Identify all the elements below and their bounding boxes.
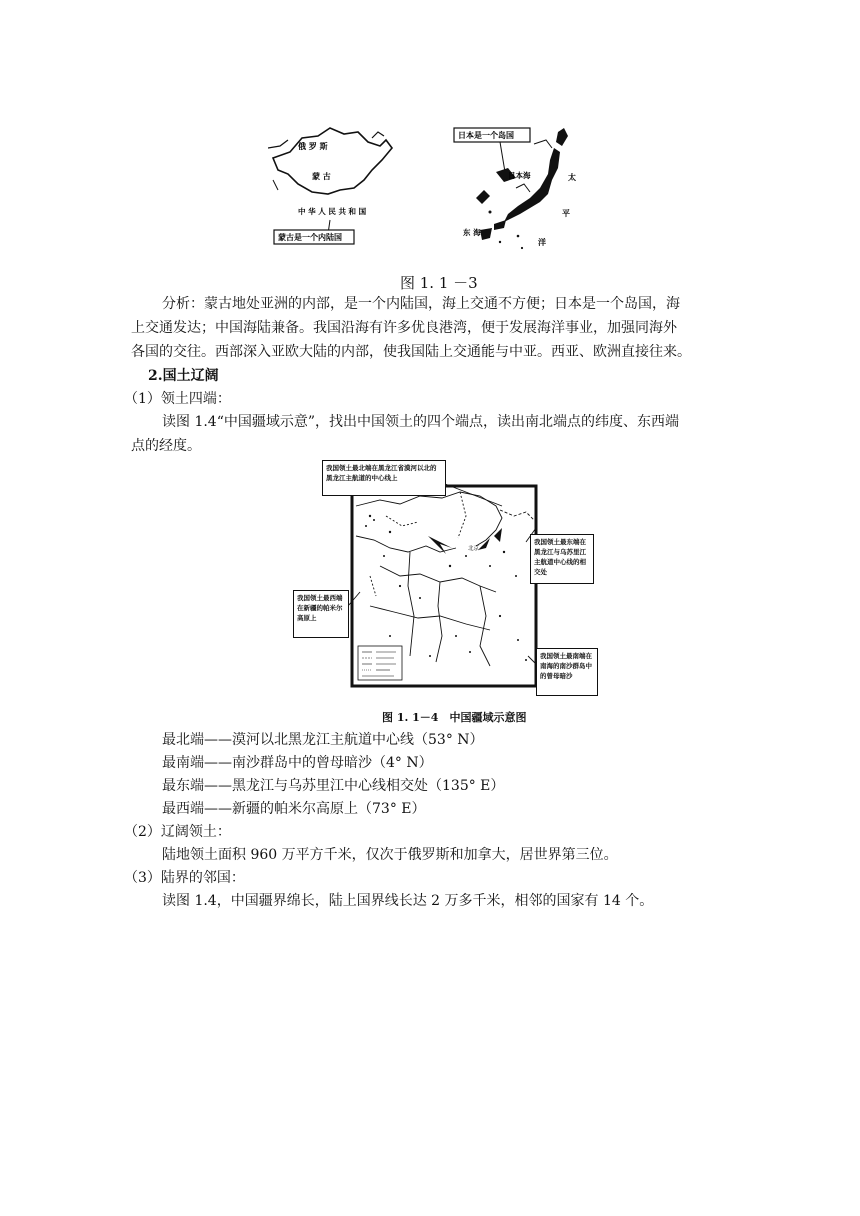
label-ping: 平 [562, 209, 570, 218]
analysis-line-2: 上交通发达；中国海陆兼备。我国沿海有许多优良港湾，便于发展海洋事业，加强同海外 [131, 320, 677, 336]
callout-west: 我国领土最西端在新疆的帕米尔高原上 [293, 590, 349, 638]
analysis-line-1: 分析：蒙古地处亚洲的内部，是一个内陆国，海上交通不方便；日本是一个岛国，海 [162, 296, 680, 312]
japan-callout: 日本是一个岛国 [458, 131, 514, 140]
extreme-west: 最西端——新疆的帕米尔高原上（73° E） [162, 801, 426, 817]
callout-south: 我国领土最南端在南海的南沙群岛中的曾母暗沙 [536, 648, 598, 696]
extreme-south: 最南端——南沙群岛中的曾母暗沙（4° N） [162, 755, 433, 771]
extreme-north: 最北端——漠河以北黑龙江主航道中心线（53° N） [162, 732, 484, 748]
figure-1-4-caption: 图 1. 1－4 中国疆域示意图 [382, 711, 527, 724]
label-east-sea: 东 海 [463, 228, 481, 237]
label-russia: 俄 罗 斯 [298, 142, 328, 151]
subsection-1-heading: （1）领土四端： [124, 391, 231, 407]
section-2-heading: 2.国土辽阔 [148, 368, 219, 384]
label-tai: 太 [568, 173, 576, 182]
subsection-3-text: 读图 1.4，中国疆界绵长，陆上国界线长达 2 万多千米，相邻的国家有 14 个。 [162, 893, 654, 909]
read-fig-line-2: 点的经度。 [131, 438, 201, 454]
label-beijing: 北京 [468, 546, 480, 552]
subsection-3-heading: （3）陆界的邻国： [124, 870, 245, 886]
read-fig-line-1: 读图 1.4“中国疆域示意”，找出中国领土的四个端点，读出南北端点的纬度、东西端 [162, 414, 680, 430]
label-china: 中 华 人 民 共 和 国 [298, 207, 367, 216]
callout-north: 我国领土最北端在黑龙江省漠河以北的黑龙江主航道的中心线上 [322, 460, 446, 496]
figure-1-3-maps [268, 118, 598, 263]
label-sea-of-japan: 日本海 [508, 171, 531, 180]
mongolia-map [268, 128, 392, 244]
analysis-line-3: 各国的交往。西部深入亚欧大陆的内部，使我国陆上交通能与中亚。西亚、欧洲直接往来。 [131, 344, 691, 360]
subsection-2-text: 陆地领土面积 960 万平方千米，仅次于俄罗斯和加拿大，居世界第三位。 [162, 847, 618, 863]
extreme-east: 最东端——黑龙江与乌苏里江中心线相交处（135° E） [162, 778, 505, 794]
mongolia-callout: 蒙古是一个内陆国 [278, 233, 342, 242]
subsection-2-heading: （2）辽阔领土： [124, 824, 231, 840]
callout-east: 我国领土最东端在黑龙江与乌苏里江主航道中心线的相交处 [530, 534, 594, 584]
label-mongolia: 蒙 古 [312, 172, 331, 181]
figure-1-3-caption: 图 1. 1 －3 [400, 274, 478, 292]
label-yang: 洋 [538, 238, 546, 247]
